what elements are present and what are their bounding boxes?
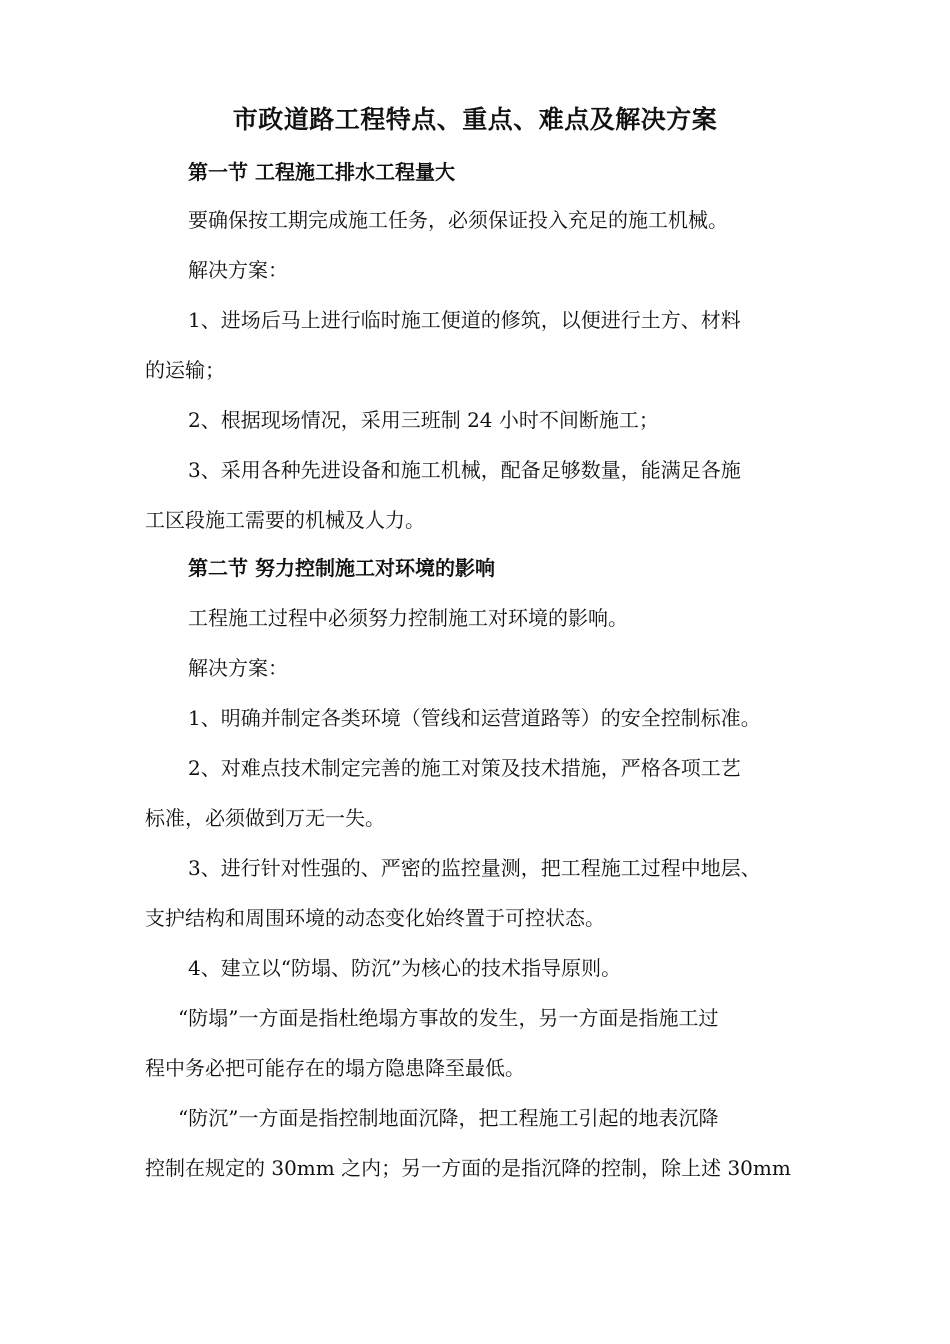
list-item: 3、进行针对性强的、严密的监控量测，把工程施工过程中地层、 [188, 856, 761, 880]
list-item: 3、采用各种先进设备和施工机械，配备足够数量，能满足各施 [188, 458, 741, 482]
solution-label: 解决方案： [188, 656, 288, 680]
document-title: 市政道路工程特点、重点、难点及解决方案 [232, 105, 718, 134]
list-item-continuation: 的运输； [145, 358, 225, 382]
list-item: 1、进场后马上进行临时施工便道的修筑，以便进行土方、材料 [188, 308, 741, 332]
list-item-continuation: 支护结构和周围环境的动态变化始终置于可控状态。 [145, 906, 605, 930]
paragraph: “防沉”一方面是指控制地面沉降，把工程施工引起的地表沉降 [178, 1106, 719, 1130]
list-item: 4、建立以“防塌、防沉”为核心的技术指导原则。 [188, 956, 622, 980]
list-item: 2、对难点技术制定完善的施工对策及技术措施，严格各项工艺 [188, 756, 741, 780]
list-item-continuation: 工区段施工需要的机械及人力。 [145, 508, 425, 532]
list-item: 2、根据现场情况，采用三班制 24 小时不间断施工； [188, 408, 659, 432]
paragraph: 工程施工过程中必须努力控制施工对环境的影响。 [188, 606, 628, 630]
list-item-continuation: 标准，必须做到万无一失。 [145, 806, 385, 830]
paragraph: 要确保按工期完成施工任务，必须保证投入充足的施工机械。 [188, 208, 728, 232]
paragraph-continuation: 控制在规定的 30mm 之内；另一方面的是指沉降的控制，除上述 30mm [145, 1156, 791, 1180]
paragraph: “防塌”一方面是指杜绝塌方事故的发生，另一方面是指施工过 [178, 1006, 719, 1030]
section-heading: 第二节 努力控制施工对环境的影响 [188, 556, 495, 580]
paragraph-continuation: 程中务必把可能存在的塌方隐患降至最低。 [145, 1056, 525, 1080]
section-heading: 第一节 工程施工排水工程量大 [188, 160, 455, 184]
list-item: 1、明确并制定各类环境（管线和运营道路等）的安全控制标准。 [188, 706, 761, 730]
solution-label: 解决方案： [188, 258, 288, 282]
